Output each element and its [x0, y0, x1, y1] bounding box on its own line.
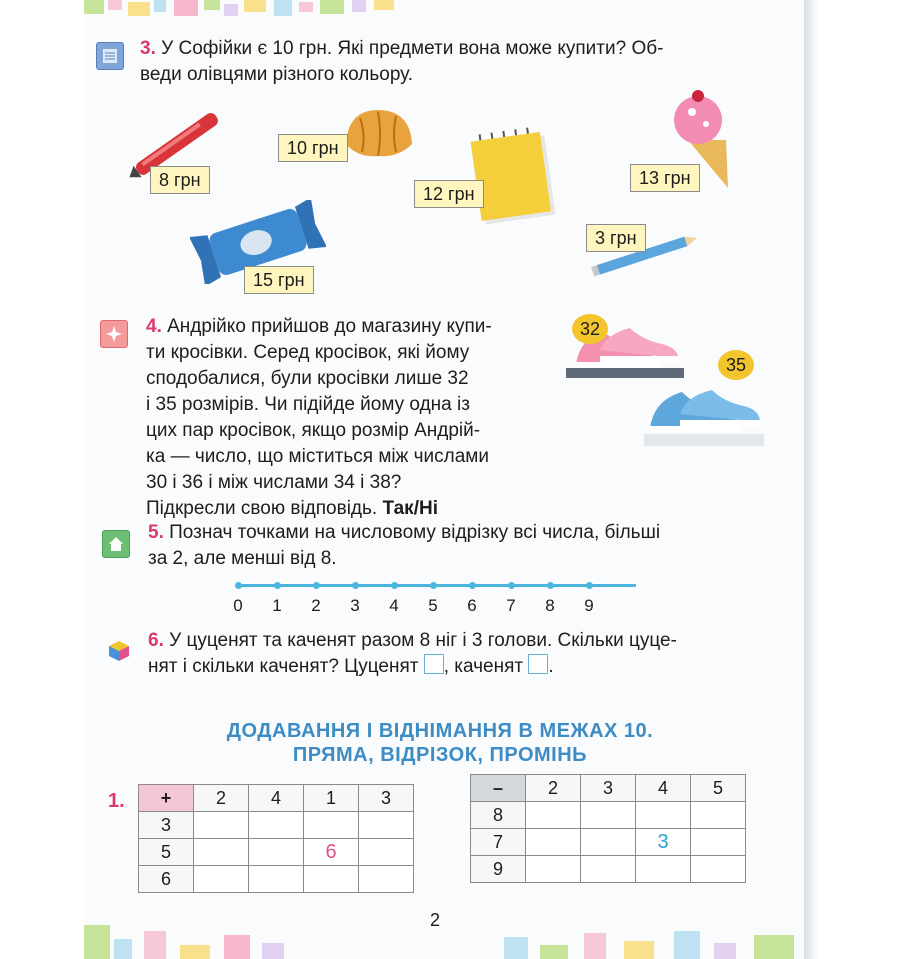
number-line-point [235, 582, 242, 589]
house-icon [102, 530, 130, 558]
addition-corner-cell: + [139, 785, 194, 812]
task6-number: 6. [148, 630, 164, 651]
number-line-tick-label: 1 [272, 596, 282, 615]
number-line-point [352, 582, 359, 589]
subtraction-answer-cell[interactable] [581, 856, 636, 883]
addition-col-head: 4 [249, 785, 304, 812]
task5-text [148, 520, 660, 572]
number-line-point [391, 582, 398, 589]
number-line-point [430, 582, 437, 589]
task5-number: 5. [148, 522, 164, 543]
task4-text [146, 314, 492, 522]
subtraction-sample-answer[interactable]: 3 [636, 829, 691, 856]
task6-line2c: . [548, 656, 554, 677]
subtraction-answer-cell[interactable] [581, 802, 636, 829]
size-badge-32: 32 [572, 314, 608, 344]
subtraction-row-head: 7 [471, 829, 526, 856]
task4-line4: і 35 розмірів. Чи підійде йому одна із [146, 394, 470, 415]
number-line-point [469, 582, 476, 589]
subtraction-col-head: 5 [691, 775, 746, 802]
number-line-tick-label: 2 [311, 596, 321, 615]
number-line-tick-label: 8 [545, 596, 555, 615]
subtraction-col-head: 4 [636, 775, 691, 802]
bottom-decoration [84, 895, 804, 959]
subtraction-table [470, 774, 746, 883]
task6-line2b: , каченят [443, 656, 529, 677]
addition-answer-cell[interactable] [359, 812, 414, 839]
number-line-tick-label: 3 [350, 596, 360, 615]
addition-answer-cell[interactable] [359, 866, 414, 893]
subtraction-answer-cell[interactable] [581, 829, 636, 856]
number-line-tick-label: 7 [506, 596, 516, 615]
addition-row-head: 3 [139, 812, 194, 839]
star-burst-icon [100, 320, 128, 348]
subtraction-answer-cell[interactable] [526, 802, 581, 829]
page-number: 2 [430, 910, 441, 930]
croissant-image [338, 104, 418, 168]
number-line-point [274, 582, 281, 589]
task5-line2: за 2, але менші від 8. [148, 548, 337, 569]
subtraction-answer-cell[interactable] [691, 802, 746, 829]
subtraction-row-head: 8 [471, 802, 526, 829]
addition-answer-cell[interactable] [194, 839, 249, 866]
price-tag-notepad: 12 грн [414, 180, 484, 208]
addition-answer-cell[interactable] [249, 839, 304, 866]
task6-line1: У цуценят та каченят разом 8 ніг і 3 голови. Скільки цуце- [163, 630, 677, 651]
task6-text [148, 628, 677, 680]
addition-sample-answer[interactable]: 6 [304, 839, 359, 866]
task4-line7: 30 і 36 і між числами 34 і 38? [146, 472, 402, 493]
number-line-point [547, 582, 554, 589]
addition-answer-cell[interactable] [304, 866, 359, 893]
section-title-line1: ДОДАВАННЯ І ВІДНІМАННЯ В МЕЖАХ 10. [226, 720, 654, 742]
number-line-point [586, 582, 593, 589]
puzzle-cube-icon [106, 638, 132, 664]
addition-col-head: 3 [359, 785, 414, 812]
addition-answer-cell[interactable] [249, 812, 304, 839]
task3-number: 3. [140, 38, 156, 59]
task4-line6: ка — число, що міститься між числами [146, 446, 489, 467]
subtraction-answer-cell[interactable] [636, 856, 691, 883]
price-tag-candy: 15 грн [244, 266, 314, 294]
price-tag-croissant: 10 грн [278, 134, 348, 162]
subtraction-corner-cell: – [471, 775, 526, 802]
task4-answer-options[interactable]: Так/Ні [382, 498, 438, 519]
number-line-tick-label: 6 [467, 596, 477, 615]
task3-text [140, 36, 663, 88]
subtraction-col-head: 2 [526, 775, 581, 802]
task4-line3: сподобалися, були кросівки лише 32 [146, 368, 469, 389]
task3-line1: У Софійки є 10 грн. Які предмети вона може купити? Об- [155, 38, 664, 59]
task6-line2a: нят і скільки каченят? Цуценят [148, 656, 424, 677]
size-badge-35: 35 [718, 350, 754, 380]
notebook-icon [96, 42, 124, 70]
subtraction-answer-cell[interactable] [526, 829, 581, 856]
notepad-image [466, 126, 562, 230]
number-line-tick-label: 9 [584, 596, 594, 615]
task5-line1: Познач точками на числовому відрізку всі числа, більші [163, 522, 661, 543]
puppies-answer-box[interactable] [424, 654, 444, 674]
subtraction-answer-cell[interactable] [526, 856, 581, 883]
number-line-point [313, 582, 320, 589]
section-title-line2: ПРЯМА, ВІДРІЗОК, ПРОМІНЬ [292, 744, 588, 766]
page-edge [804, 0, 818, 959]
task4-line1: Андрійко прийшов до магазину купи- [161, 316, 492, 337]
addition-answer-cell[interactable] [359, 839, 414, 866]
task4-line2: ти кросівки. Серед кросівок, які йому [146, 342, 470, 363]
addition-col-head: 1 [304, 785, 359, 812]
addition-answer-cell[interactable] [249, 866, 304, 893]
ducklings-answer-box[interactable] [528, 654, 548, 674]
addition-col-head: 2 [194, 785, 249, 812]
subtraction-col-head: 3 [581, 775, 636, 802]
addition-row-head: 6 [139, 866, 194, 893]
addition-answer-cell[interactable] [304, 812, 359, 839]
subtraction-answer-cell[interactable] [636, 802, 691, 829]
price-tag-icecream: 13 грн [630, 164, 700, 192]
exercise1-number: 1. [108, 790, 125, 812]
addition-row-head: 5 [139, 839, 194, 866]
number-line-point [508, 582, 515, 589]
task4-line5: цих пар кросівок, якщо розмір Андрій- [146, 420, 481, 441]
addition-table [138, 784, 414, 893]
addition-answer-cell[interactable] [194, 866, 249, 893]
price-tag-pen: 8 грн [150, 166, 210, 194]
blue-sneakers-image [644, 370, 764, 450]
subtraction-answer-cell[interactable] [691, 856, 746, 883]
subtraction-answer-cell[interactable] [691, 829, 746, 856]
number-line-tick-label: 4 [389, 596, 399, 615]
subtraction-row-head: 9 [471, 856, 526, 883]
task4-number: 4. [146, 316, 162, 337]
addition-answer-cell[interactable] [194, 812, 249, 839]
number-line-tick-label: 0 [233, 596, 243, 615]
number-line-tick-label: 5 [428, 596, 438, 615]
task4-last-line: Підкресли свою відповідь. [146, 498, 383, 519]
price-tag-pencil: 3 грн [586, 224, 646, 252]
task3-line2: веди олівцями різного кольору. [140, 64, 414, 85]
top-decoration [84, 0, 484, 18]
